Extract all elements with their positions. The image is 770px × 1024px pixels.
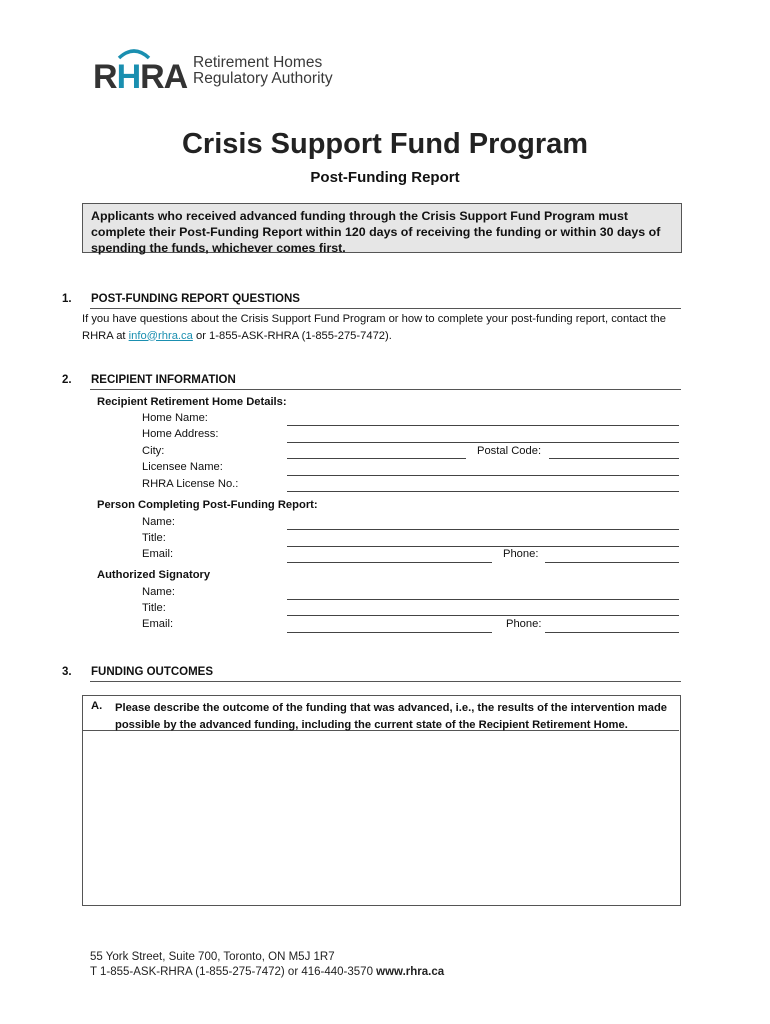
- email-link[interactable]: info@rhra.ca: [128, 329, 193, 342]
- footer-phone: T 1-855-ASK-RHRA (1-855-275-7472) or 416-440-3570: [90, 966, 377, 978]
- funding-outcome-answer-field[interactable]: [84, 732, 678, 903]
- section1-text-before: If you have questions about the Crisis Support Fund Program or how to complete your post-funding report, contact the RHRA at: [82, 313, 666, 342]
- signatory-title-field[interactable]: [287, 615, 679, 616]
- person-email-field[interactable]: [287, 562, 492, 563]
- licensee-name-field[interactable]: [287, 475, 679, 476]
- section2-heading: RECIPIENT INFORMATION: [91, 374, 236, 386]
- section1-text: [82, 311, 682, 344]
- page-subtitle: Post-Funding Report: [310, 169, 460, 186]
- page-title: Crisis Support Fund Program: [181, 128, 589, 160]
- signatory-email-field[interactable]: [287, 632, 492, 633]
- signatory-name-field[interactable]: [287, 599, 679, 600]
- section1-heading: POST-FUNDING REPORT QUESTIONS: [91, 293, 300, 305]
- section3-number: 3.: [62, 666, 72, 678]
- footer-website-link[interactable]: www.rhra.ca: [376, 966, 445, 978]
- signatory-name-label: Name:: [142, 586, 175, 598]
- authorized-signatory-heading: Authorized Signatory: [97, 569, 211, 581]
- section3-heading: FUNDING OUTCOMES: [91, 666, 214, 678]
- logo-mark-text: RHRA: [93, 58, 188, 90]
- license-no-label: RHRA License No.:: [142, 478, 239, 490]
- signatory-phone-field[interactable]: [545, 632, 679, 633]
- person-phone-label: Phone:: [503, 548, 539, 560]
- postal-code-field[interactable]: [549, 458, 679, 459]
- signatory-title-label: Title:: [142, 602, 166, 614]
- home-details-heading: Recipient Retirement Home Details:: [97, 396, 287, 408]
- section1-number: 1.: [62, 293, 72, 305]
- person-phone-field[interactable]: [545, 562, 679, 563]
- section1-rule: [90, 308, 681, 309]
- licensee-name-label: Licensee Name:: [142, 461, 223, 473]
- signatory-phone-label: Phone:: [506, 618, 542, 630]
- logo-name-line2: Regulatory Authority: [193, 70, 333, 87]
- section2-number: 2.: [62, 374, 72, 386]
- person-title-field[interactable]: [287, 546, 679, 547]
- postal-code-label: Postal Code:: [477, 445, 542, 457]
- footer-contact: [90, 965, 444, 980]
- person-completing-heading: Person Completing Post-Funding Report:: [97, 499, 318, 511]
- logo-arc-icon: [119, 51, 149, 58]
- funding-outcome-question: Please describe the outcome of the funding that was advanced, i.e., the results of the intervention made possible by the advanced funding, including the current state of the Recipient Retirement Home.: [115, 702, 668, 731]
- person-title-label: Title:: [142, 532, 166, 544]
- funding-outcome-letter: A.: [91, 700, 103, 712]
- section2-rule: [90, 389, 681, 390]
- footer-address: 55 York Street, Suite 700, Toronto, ON M5J 1R7: [90, 951, 335, 963]
- home-address-field[interactable]: [287, 442, 679, 443]
- section1-text-after: or 1-855-ASK-RHRA (1-855-275-7472).: [192, 329, 392, 342]
- signatory-email-label: Email:: [142, 618, 174, 630]
- home-name-field[interactable]: [287, 425, 679, 426]
- logo-name: [193, 55, 333, 87]
- person-name-field[interactable]: [287, 529, 679, 530]
- city-label: City:: [142, 445, 165, 457]
- section3-rule: [90, 681, 681, 682]
- person-email-label: Email:: [142, 548, 174, 560]
- license-no-field[interactable]: [287, 491, 679, 492]
- logo-name-line1: Retirement Homes: [193, 54, 323, 71]
- notice-box: Applicants who received advanced funding through the Crisis Support Fund Program must complete their Post-Funding Report within 120 days of receiving the funding or within 30 days of spending the funds, whichever comes first.: [82, 203, 682, 253]
- home-address-label: Home Address:: [142, 428, 219, 440]
- rhra-logo: [93, 46, 189, 90]
- footer: [90, 950, 444, 980]
- person-name-label: Name:: [142, 516, 175, 528]
- city-field[interactable]: [287, 458, 466, 459]
- home-name-label: Home Name:: [142, 412, 208, 424]
